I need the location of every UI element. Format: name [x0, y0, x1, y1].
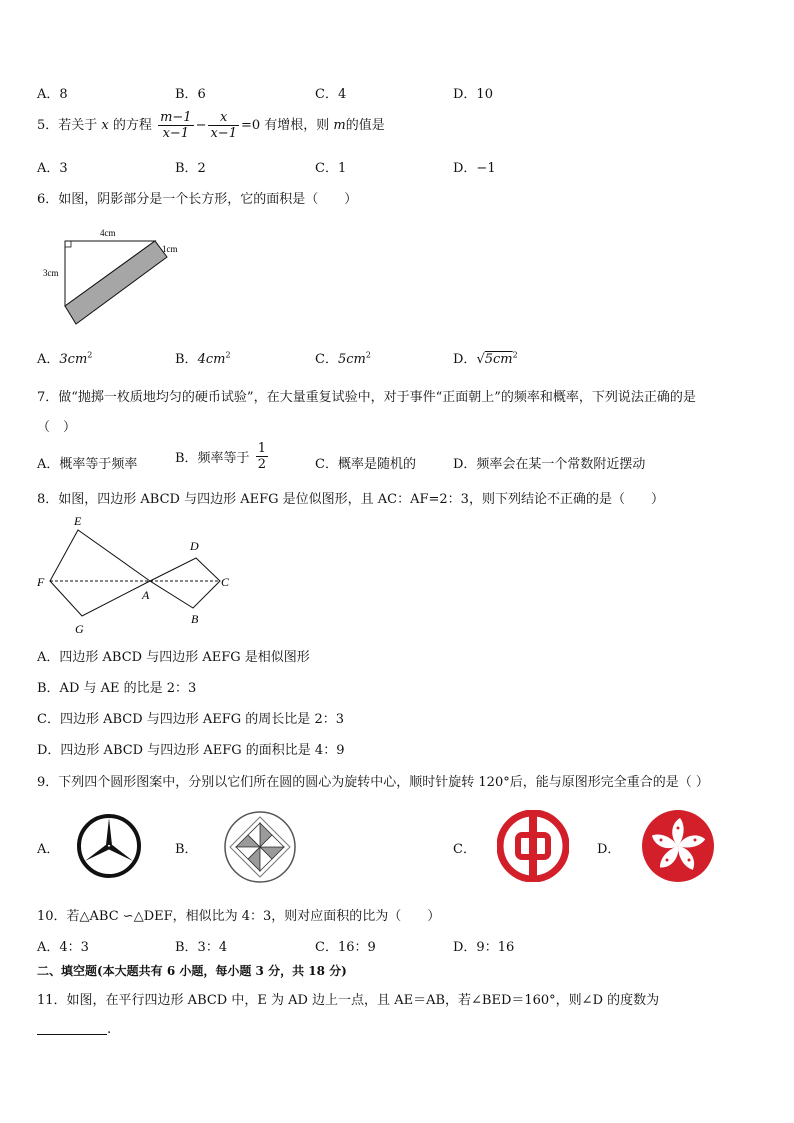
q8-label-d: D: [190, 539, 199, 553]
q6-b-label: B．: [175, 352, 198, 367]
q6-b-sup: 2: [225, 350, 231, 360]
q8-option-c: C．四边形 ABCD 与四边形 AEFG 的周长比是 2：3: [37, 712, 344, 727]
q6-b-value: 4cm: [197, 352, 226, 367]
q8-label-c: C: [221, 575, 230, 589]
q6-d-sup: 2: [512, 350, 518, 360]
q6-c-sup: 2: [365, 350, 371, 360]
q5-frac1-den: x−1: [162, 126, 190, 141]
q7-stem-line1: 7．做“抛掷一枚质地均匀的硬币试验”，在大量重复试验中，对于事件“正面朝上”的频率和概率，下列说法正确的是: [37, 390, 696, 405]
q11-answer-blank[interactable]: [37, 1033, 107, 1035]
q8-quad-aefg: [50, 530, 150, 616]
q5-option-a: A．3: [37, 161, 68, 176]
q6-option-a: [37, 348, 92, 367]
q6-c-label: C．: [315, 352, 338, 367]
q6-c-value: 5cm: [337, 352, 366, 367]
q5-var-x: x: [101, 118, 109, 133]
q7-b-fraction: [256, 441, 268, 472]
q8-label-f: F: [37, 575, 45, 589]
q5-var-m: m: [333, 118, 346, 133]
q7-option-d: D．频率会在某一个常数附近摆动: [453, 457, 646, 472]
q4-option-a: A．8: [37, 87, 68, 102]
q5-stem: [37, 110, 385, 141]
q8-label-g: G: [75, 622, 84, 636]
bauhinia-flower-icon: [640, 808, 716, 884]
q4-option-b: B．6: [175, 87, 206, 102]
q7-b-num: 1: [257, 441, 266, 456]
q4-option-d: D．10: [453, 87, 493, 102]
q6-a-sup: 2: [87, 350, 93, 360]
q9-option-b: B．: [175, 842, 198, 857]
q6-option-d: [453, 348, 518, 367]
q9-option-d: D．: [597, 842, 621, 857]
q6-figure: [38, 224, 198, 334]
q6-d-label: D．: [453, 352, 477, 367]
q7-option-c: C．概率是随机的: [315, 457, 416, 472]
q5-frac2-den: x−1: [210, 126, 237, 141]
q10-stem: 10．若△ABC ∽△DEF，相似比为 4：3，则对应面积的比为（ ）: [37, 909, 441, 924]
q8-option-a: A．四边形 ABCD 与四边形 AEFG 是相似图形: [37, 650, 310, 665]
q9-stem: 9．下列四个圆形图案中，分别以它们所在圆的圆心为旋转中心，顺时针旋转 120°后，能与原图形完全重合的是（ ）: [37, 775, 709, 790]
q11-blank-end: .: [107, 1022, 112, 1037]
sqrt-icon: √: [476, 352, 485, 367]
q5-mid: 的方程: [112, 118, 152, 133]
q8-label-e: E: [74, 514, 82, 528]
q5-minus: −: [195, 118, 207, 133]
q5-frac2-num: x: [208, 110, 239, 126]
q10-option-a: A．4：3: [37, 940, 89, 955]
q5-option-b: B．2: [175, 161, 206, 176]
q6-a-label: A．: [37, 352, 60, 367]
q5-fraction-2: [208, 110, 239, 141]
section-title: 二、填空题(本大题共有 6 小题，每小题 3 分，共 18 分): [37, 964, 347, 978]
bank-of-china-logo-icon: [497, 810, 569, 882]
q5-end: 的值是: [345, 118, 385, 133]
pinwheel-icon: [222, 809, 298, 885]
q5-frac1-num: m−1: [160, 110, 192, 125]
q5-suffix: =0 有增根，则: [240, 118, 330, 133]
q6-right-angle-mark: [65, 241, 71, 247]
q8-option-d: D．四边形 ABCD 与四边形 AEFG 的面积比是 4：9: [37, 743, 345, 758]
q5-option-c: C．1: [315, 161, 347, 176]
mercedes-star-icon: [75, 812, 143, 880]
q8-figure: [34, 512, 234, 637]
q8-label-b: B: [191, 612, 199, 626]
q5-fraction-1: [158, 110, 194, 141]
q6-stem: 6．如图，阴影部分是一个长方形，它的面积是（ ）: [37, 192, 358, 207]
q8-option-b: B．AD 与 AE 的比是 2：3: [37, 681, 197, 696]
q8-quad-abcd: [150, 558, 220, 608]
q6-label-left: 3cm: [43, 268, 59, 278]
q4-option-c: C．4: [315, 87, 347, 102]
q7-b-prefix: B．频率等于: [175, 451, 250, 466]
q6-option-b: [175, 348, 231, 367]
q6-label-top: 4cm: [100, 228, 116, 238]
q8-label-a: A: [142, 588, 150, 602]
q6-a-value: 3cm: [59, 352, 88, 367]
q6-option-c: [315, 348, 371, 367]
q9-option-c: C．: [453, 842, 476, 857]
q10-option-d: D．9：16: [453, 940, 515, 955]
q7-b-den: 2: [257, 457, 266, 472]
q9-option-a: A．: [37, 842, 60, 857]
q6-d-value: 5cm: [484, 352, 513, 367]
q6-shaded-rectangle: [65, 241, 167, 324]
q10-option-b: B．3：4: [175, 940, 228, 955]
q10-option-c: C．16：9: [315, 940, 376, 955]
q7-stem-line2: （ ）: [37, 420, 77, 435]
q5-option-d: D．−1: [453, 161, 496, 176]
q7-option-b: [175, 441, 270, 472]
q8-stem: 8．如图，四边形 ABCD 与四边形 AEFG 是位似图形，且 AC：AF=2：3，则下列结论不正确的是（ ）: [37, 492, 664, 507]
q11-stem: 11．如图，在平行四边形 ABCD 中，E 为 AD 边上一点，且 AE＝AB，若∠BED＝160°，则∠D 的度数为: [37, 993, 660, 1008]
q7-option-a: A．概率等于频率: [37, 457, 138, 472]
q5-prefix: 5．若关于: [37, 118, 98, 133]
q6-label-right: 1cm: [162, 244, 178, 254]
